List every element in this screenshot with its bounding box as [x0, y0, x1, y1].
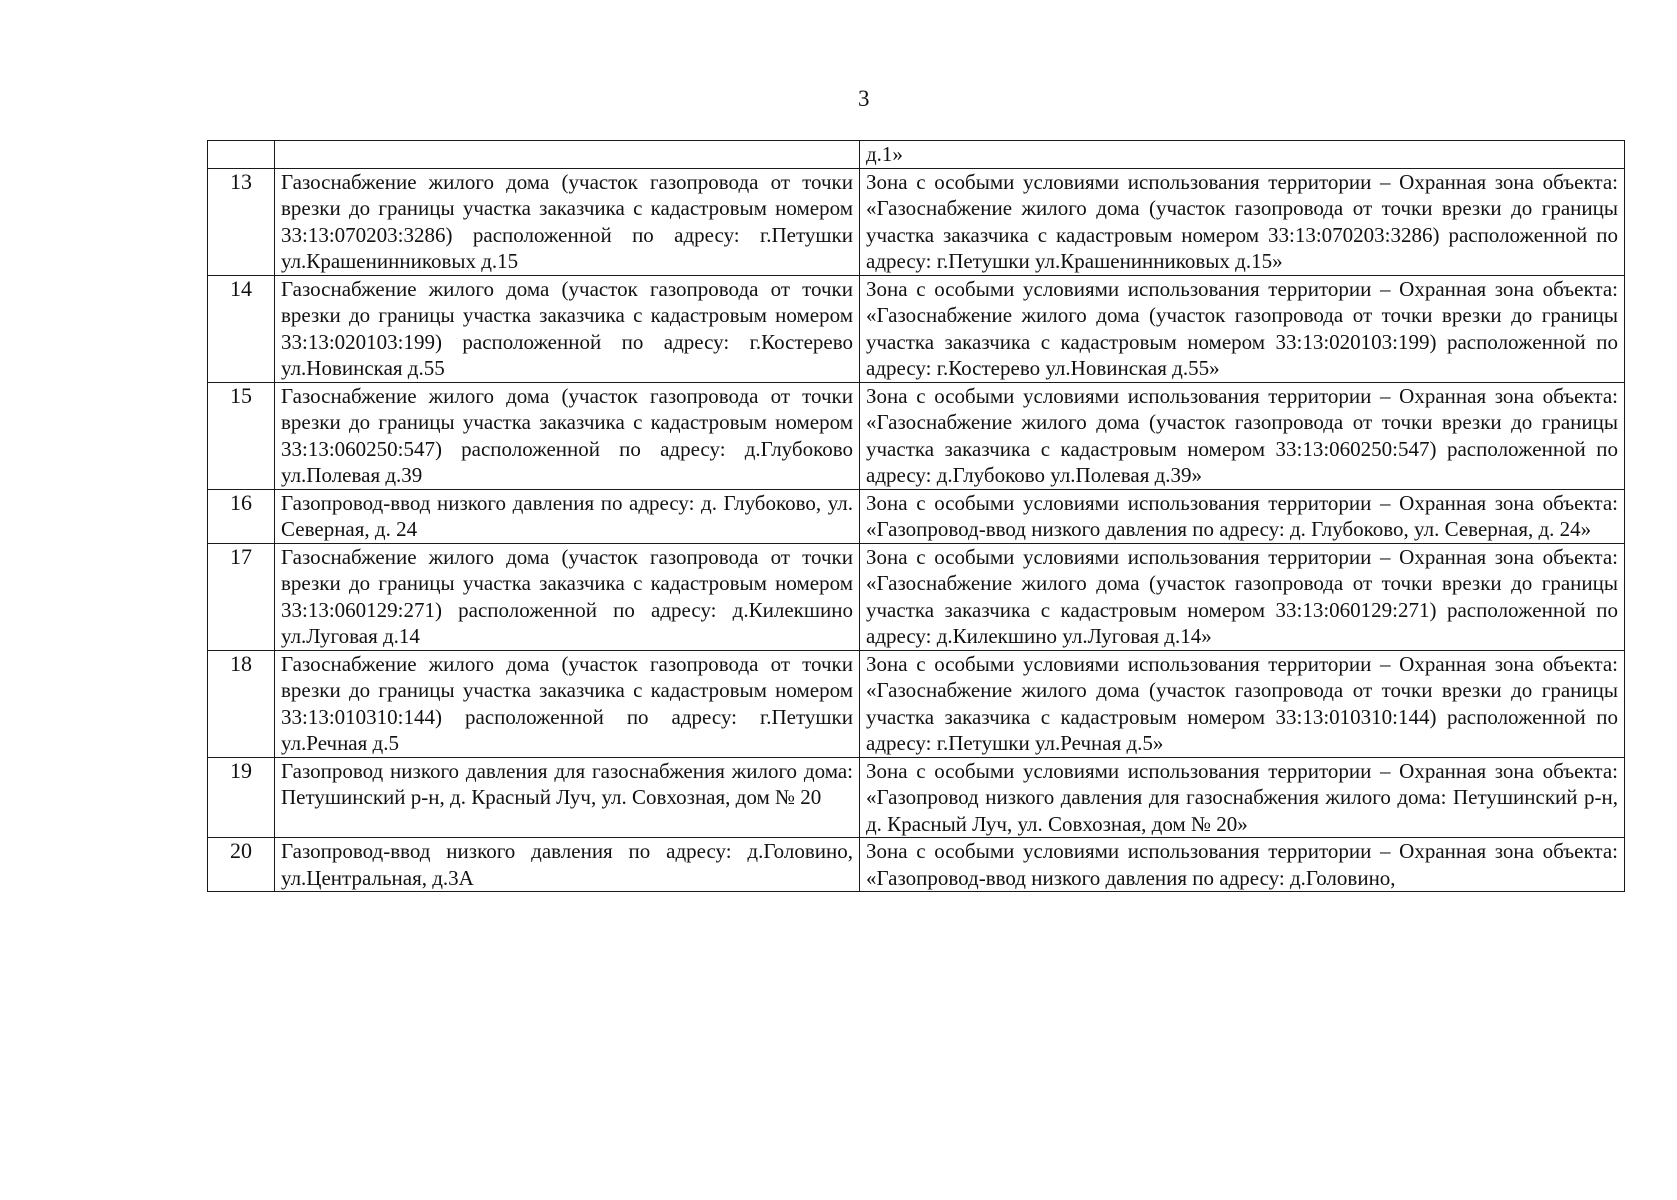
zone-description-cell: Зона с особыми условиями использования территории – Охранная зона объекта: «Газопровод-ввод низкого давления по адресу: д.Головино, [860, 838, 1625, 892]
table-row [208, 838, 1625, 892]
row-number-cell [208, 141, 275, 169]
zones-table [207, 140, 1625, 892]
zone-description-cell: Зона с особыми условиями использования территории – Охранная зона объекта: «Газоснабжение жилого дома (участок газопровода от точки врезки до границы участка заказчика с кадастровым номером 33:13:010310:144) расположенной по адресу: г.Петушки ул.Речная д.5» [860, 650, 1625, 757]
object-name-cell [275, 141, 860, 169]
table-row [208, 543, 1625, 650]
row-number-cell: 14 [208, 275, 275, 382]
row-number-cell: 19 [208, 757, 275, 838]
zone-description-cell: д.1» [860, 141, 1625, 169]
object-name-cell: Газоснабжение жилого дома (участок газопровода от точки врезки до границы участка заказчика с кадастровым номером 33:13:020103:199) расположенной по адресу: г.Костерево ул.Новинская д.55 [275, 275, 860, 382]
zones-table-body [208, 141, 1625, 892]
row-number-cell: 18 [208, 650, 275, 757]
zone-description-cell: Зона с особыми условиями использования территории – Охранная зона объекта: «Газопровод низкого давления для газоснабжения жилого дома: Петушинский р-н, д. Красный Луч, ул. Совхозная, дом № 20» [860, 757, 1625, 838]
object-name-cell: Газопровод-ввод низкого давления по адресу: д.Головино, ул.Центральная, д.3А [275, 838, 860, 892]
zone-description-cell: Зона с особыми условиями использования территории – Охранная зона объекта: «Газоснабжение жилого дома (участок газопровода от точки врезки до границы участка заказчика с кадастровым номером 33:13:070203:3286) расположенной по адресу: г.Петушки ул.Крашенинниковых д.15» [860, 168, 1625, 275]
row-number-cell: 17 [208, 543, 275, 650]
zone-description-cell: Зона с особыми условиями использования территории – Охранная зона объекта: «Газоснабжение жилого дома (участок газопровода от точки врезки до границы участка заказчика с кадастровым номером 33:13:060250:547) расположенной по адресу: д.Глубоково ул.Полевая д.39» [860, 382, 1625, 489]
table-row [208, 275, 1625, 382]
row-number-cell: 13 [208, 168, 275, 275]
table-row [208, 650, 1625, 757]
page-number: 3 [858, 86, 870, 111]
zone-description-cell: Зона с особыми условиями использования территории – Охранная зона объекта: «Газоснабжение жилого дома (участок газопровода от точки врезки до границы участка заказчика с кадастровым номером 33:13:060129:271) расположенной по адресу: д.Килекшино ул.Луговая д.14» [860, 543, 1625, 650]
object-name-cell: Газопровод низкого давления для газоснабжения жилого дома: Петушинский р-н, д. Красный Луч, ул. Совхозная, дом № 20 [275, 757, 860, 838]
object-name-cell: Газоснабжение жилого дома (участок газопровода от точки врезки до границы участка заказчика с кадастровым номером 33:13:060129:271) расположенной по адресу: д.Килекшино ул.Луговая д.14 [275, 543, 860, 650]
zone-description-cell: Зона с особыми условиями использования территории – Охранная зона объекта: «Газопровод-ввод низкого давления по адресу: д. Глубоково, ул. Северная, д. 24» [860, 489, 1625, 543]
table-row [208, 168, 1625, 275]
table-row [208, 757, 1625, 838]
table-row [208, 141, 1625, 169]
row-number-cell: 15 [208, 382, 275, 489]
table-row [208, 382, 1625, 489]
object-name-cell: Газоснабжение жилого дома (участок газопровода от точки врезки до границы участка заказчика с кадастровым номером 33:13:010310:144) расположенной по адресу: г.Петушки ул.Речная д.5 [275, 650, 860, 757]
zone-description-cell: Зона с особыми условиями использования территории – Охранная зона объекта: «Газоснабжение жилого дома (участок газопровода от точки врезки до границы участка заказчика с кадастровым номером 33:13:020103:199) расположенной по адресу: г.Костерево ул.Новинская д.55» [860, 275, 1625, 382]
object-name-cell: Газопровод-ввод низкого давления по адресу: д. Глубоково, ул. Северная, д. 24 [275, 489, 860, 543]
object-name-cell: Газоснабжение жилого дома (участок газопровода от точки врезки до границы участка заказчика с кадастровым номером 33:13:070203:3286) расположенной по адресу: г.Петушки ул.Крашенинниковых д.15 [275, 168, 860, 275]
object-name-cell: Газоснабжение жилого дома (участок газопровода от точки врезки до границы участка заказчика с кадастровым номером 33:13:060250:547) расположенной по адресу: д.Глубоково ул.Полевая д.39 [275, 382, 860, 489]
row-number-cell: 20 [208, 838, 275, 892]
row-number-cell: 16 [208, 489, 275, 543]
table-row [208, 489, 1625, 543]
